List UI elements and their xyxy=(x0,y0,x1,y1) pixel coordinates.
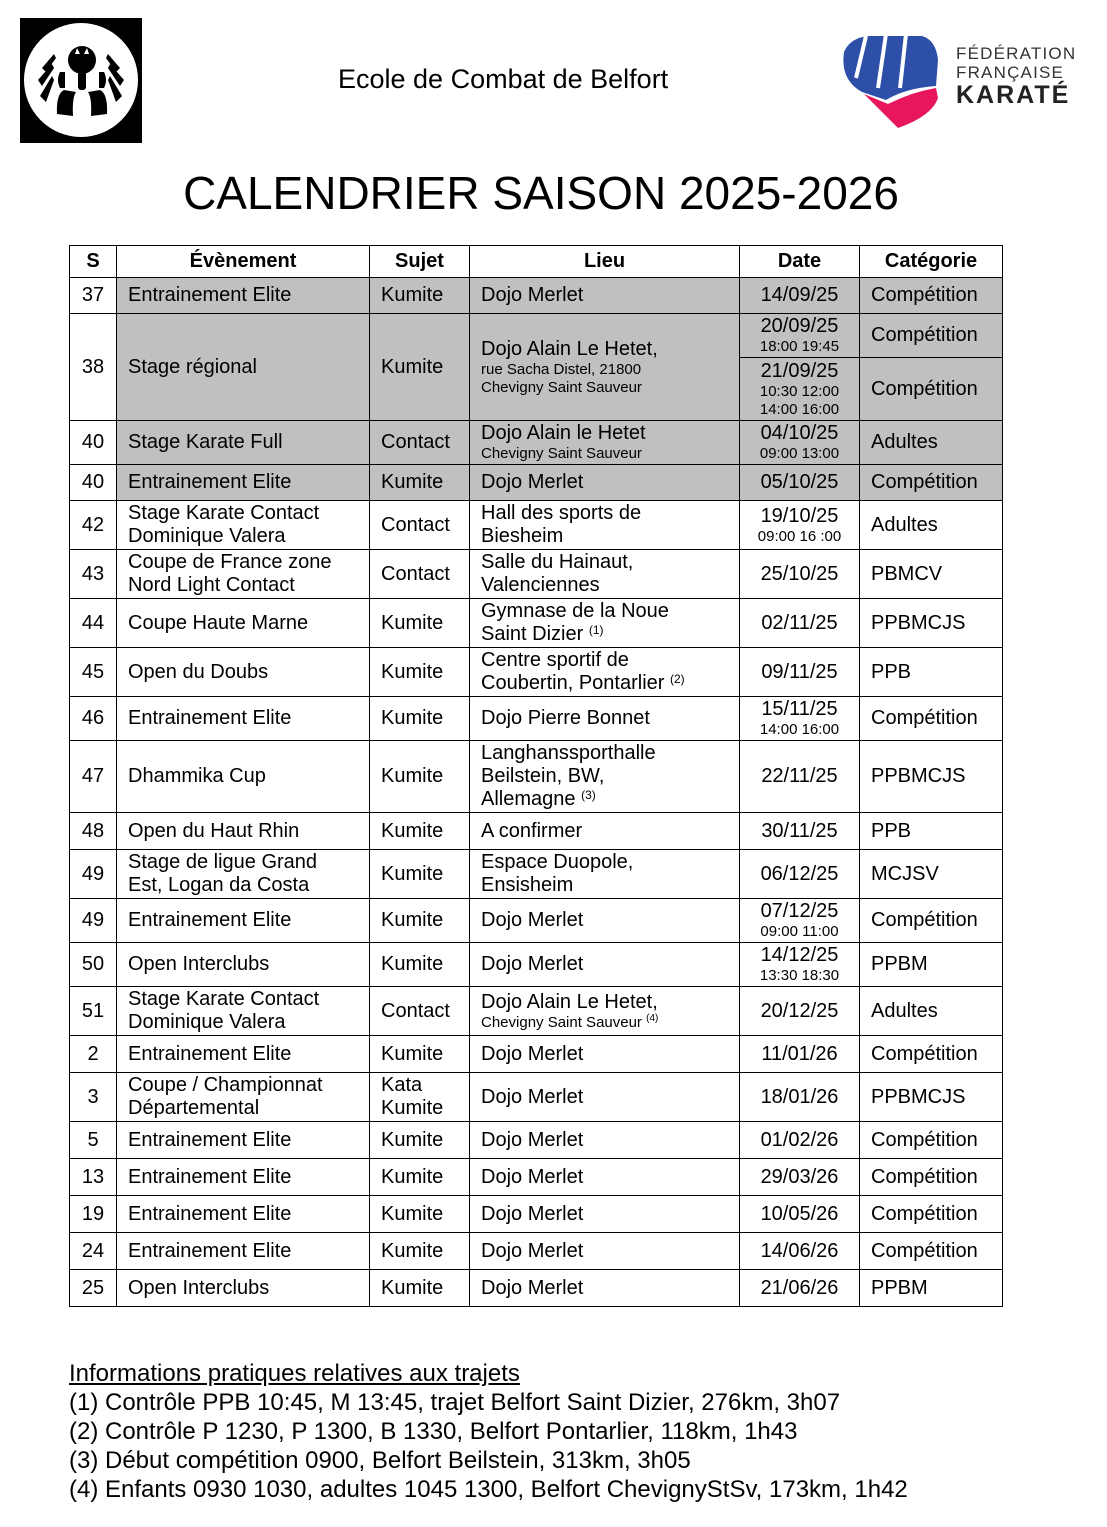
category-cell: PPBMCJS xyxy=(860,1073,1003,1122)
subject-cell: Kumite xyxy=(370,943,470,987)
event-cell: Open du Haut Rhin xyxy=(117,813,370,850)
place-cell: Dojo Merlet xyxy=(470,1233,740,1270)
date-cell: 02/11/25 xyxy=(740,599,860,648)
date-cell: 21/09/25 10:30 12:00 14:00 16:00 xyxy=(740,358,860,421)
category-cell: Compétition xyxy=(860,1036,1003,1073)
week-cell: 46 xyxy=(70,697,117,741)
week-cell: 25 xyxy=(70,1270,117,1307)
place-cell: Dojo Merlet xyxy=(470,1036,740,1073)
club-logo xyxy=(20,18,142,143)
place-cell: Dojo Alain Le Hetet, rue Sacha Distel, 21800 Chevigny Saint Sauveur xyxy=(470,314,740,421)
category-cell: Compétition xyxy=(860,314,1003,358)
subject-cell: Kumite xyxy=(370,599,470,648)
date-cell: 06/12/25 xyxy=(740,850,860,899)
date-cell: 11/01/26 xyxy=(740,1036,860,1073)
week-cell: 13 xyxy=(70,1159,117,1196)
event-cell: Entrainement Elite xyxy=(117,1159,370,1196)
subject-cell: Kumite xyxy=(370,813,470,850)
week-cell: 5 xyxy=(70,1122,117,1159)
subject-cell: Contact xyxy=(370,501,470,550)
date-cell: 14/06/26 xyxy=(740,1233,860,1270)
event-cell: Entrainement Elite xyxy=(117,899,370,943)
date-cell: 09/11/25 xyxy=(740,648,860,697)
subject-cell: Kumite xyxy=(370,1233,470,1270)
event-cell: Entrainement Elite xyxy=(117,1233,370,1270)
table-row xyxy=(70,1196,1003,1233)
subject-cell: Kumite xyxy=(370,741,470,813)
header-category: Catégorie xyxy=(860,246,1003,278)
category-cell: Adultes xyxy=(860,421,1003,465)
week-cell: 49 xyxy=(70,899,117,943)
date-cell: 20/09/25 18:00 19:45 xyxy=(740,314,860,358)
category-cell: PBMCV xyxy=(860,550,1003,599)
place-cell: Dojo Alain Le Hetet, Chevigny Saint Sauveur $^{(4)}$ xyxy=(470,987,740,1036)
table-row xyxy=(70,697,1003,741)
subject-cell: Kumite xyxy=(370,1196,470,1233)
subject-cell: Contact xyxy=(370,421,470,465)
event-cell: Coupe / Championnat Départemental xyxy=(117,1073,370,1122)
subject-cell: Kumite xyxy=(370,1036,470,1073)
date-cell: 14/12/25 13:30 18:30 xyxy=(740,943,860,987)
date-cell: 20/12/25 xyxy=(740,987,860,1036)
subject-cell: Kumite xyxy=(370,314,470,421)
date-cell: 29/03/26 xyxy=(740,1159,860,1196)
place-cell: Dojo Merlet xyxy=(470,278,740,314)
category-cell: PPBM xyxy=(860,943,1003,987)
event-cell: Entrainement Elite xyxy=(117,697,370,741)
week-cell: 48 xyxy=(70,813,117,850)
week-cell: 44 xyxy=(70,599,117,648)
subject-cell: Kumite xyxy=(370,899,470,943)
event-cell: Dhammika Cup xyxy=(117,741,370,813)
date-cell: 07/12/25 09:00 11:00 xyxy=(740,899,860,943)
category-cell: Compétition xyxy=(860,465,1003,501)
category-cell: Adultes xyxy=(860,501,1003,550)
table-row xyxy=(70,1036,1003,1073)
table-row xyxy=(70,741,1003,813)
event-cell: Coupe Haute Marne xyxy=(117,599,370,648)
header-date: Date xyxy=(740,246,860,278)
event-cell: Entrainement Elite xyxy=(117,465,370,501)
week-cell: 49 xyxy=(70,850,117,899)
place-cell: Dojo Merlet xyxy=(470,899,740,943)
karate-fist-icon xyxy=(836,30,946,130)
table-row xyxy=(70,314,1003,358)
table-row xyxy=(70,648,1003,697)
event-cell: Open Interclubs xyxy=(117,943,370,987)
week-cell: 40 xyxy=(70,421,117,465)
subject-cell: Contact xyxy=(370,550,470,599)
federation-logo xyxy=(836,30,1086,130)
event-cell: Entrainement Elite xyxy=(117,1036,370,1073)
date-cell: 15/11/25 14:00 16:00 xyxy=(740,697,860,741)
date-cell: 01/02/26 xyxy=(740,1122,860,1159)
place-cell: Hall des sports de Biesheim xyxy=(470,501,740,550)
date-cell: 14/09/25 xyxy=(740,278,860,314)
header-subject: Sujet xyxy=(370,246,470,278)
date-cell: 25/10/25 xyxy=(740,550,860,599)
table-row xyxy=(70,421,1003,465)
week-cell: 45 xyxy=(70,648,117,697)
week-cell: 19 xyxy=(70,1196,117,1233)
table-row xyxy=(70,1270,1003,1307)
category-cell: Compétition xyxy=(860,1122,1003,1159)
subject-cell: Kumite xyxy=(370,1270,470,1307)
table-row xyxy=(70,599,1003,648)
header-week: S xyxy=(70,246,117,278)
subject-cell: Kumite xyxy=(370,850,470,899)
category-cell: Compétition xyxy=(860,1159,1003,1196)
place-cell: Centre sportif de Coubertin, Pontarlier $^{(2)}$ xyxy=(470,648,740,697)
table-row xyxy=(70,850,1003,899)
place-cell: Dojo Pierre Bonnet xyxy=(470,697,740,741)
club-name: Ecole de Combat de Belfort xyxy=(338,64,669,94)
subject-cell: Kumite xyxy=(370,648,470,697)
footnote-ref: (3) xyxy=(581,788,596,802)
date-cell: 10/05/26 xyxy=(740,1196,860,1233)
category-cell: PPBMCJS xyxy=(860,741,1003,813)
event-cell: Entrainement Elite xyxy=(117,1196,370,1233)
week-cell: 24 xyxy=(70,1233,117,1270)
subject-cell: Kumite xyxy=(370,465,470,501)
footnote-ref: (1) xyxy=(588,623,604,637)
category-cell: PPB xyxy=(860,813,1003,850)
event-cell: Entrainement Elite xyxy=(117,278,370,314)
place-cell: A confirmer xyxy=(470,813,740,850)
event-cell: Stage régional xyxy=(117,314,370,421)
date-cell: 04/10/25 09:00 13:00 xyxy=(740,421,860,465)
place-cell: Espace Duopole, Ensisheim xyxy=(470,850,740,899)
event-cell: Open du Doubs xyxy=(117,648,370,697)
event-cell: Stage de ligue Grand Est, Logan da Costa xyxy=(117,850,370,899)
place-cell: Gymnase de la Noue Saint Dizier $^{(1)}$ xyxy=(470,599,740,648)
week-cell: 50 xyxy=(70,943,117,987)
club-emblem-icon xyxy=(20,18,142,143)
table-row xyxy=(70,987,1003,1036)
note-item: (2) Contrôle P 1230, P 1300, B 1330, Belfort Pontarlier, 118km, 1h43 xyxy=(69,1418,798,1445)
week-cell: 40 xyxy=(70,465,117,501)
place-cell: Dojo Merlet xyxy=(470,1270,740,1307)
week-cell: 47 xyxy=(70,741,117,813)
event-cell: Stage Karate Contact Dominique Valera xyxy=(117,501,370,550)
category-cell: Compétition xyxy=(860,278,1003,314)
week-cell: 43 xyxy=(70,550,117,599)
place-cell: Dojo Merlet xyxy=(470,943,740,987)
category-cell: Compétition xyxy=(860,697,1003,741)
table-row xyxy=(70,813,1003,850)
event-cell: Entrainement Elite xyxy=(117,1122,370,1159)
note-item: (1) Contrôle PPB 10:45, M 13:45, trajet Belfort Saint Dizier, 276km, 3h07 xyxy=(69,1389,841,1416)
event-cell: Coupe de France zone Nord Light Contact xyxy=(117,550,370,599)
note-item: (4) Enfants 0930 1030, adultes 1045 1300, Belfort ChevignyStSv, 173km, 1h42 xyxy=(69,1476,908,1503)
subject-cell: Kumite xyxy=(370,697,470,741)
week-cell: 51 xyxy=(70,987,117,1036)
category-cell: Compétition xyxy=(860,899,1003,943)
place-cell: Dojo Merlet xyxy=(470,465,740,501)
category-cell: MCJSV xyxy=(860,850,1003,899)
category-cell: PPB xyxy=(860,648,1003,697)
event-cell: Stage Karate Full xyxy=(117,421,370,465)
table-row xyxy=(70,550,1003,599)
week-cell: 38 xyxy=(70,314,117,421)
place-cell: Dojo Merlet xyxy=(470,1122,740,1159)
table-row xyxy=(70,278,1003,314)
place-cell: Dojo Merlet xyxy=(470,1073,740,1122)
footnote-ref: (2) xyxy=(670,672,685,686)
date-cell: 18/01/26 xyxy=(740,1073,860,1122)
category-cell: Compétition xyxy=(860,358,1003,421)
place-cell: Dojo Merlet xyxy=(470,1196,740,1233)
event-cell: Open Interclubs xyxy=(117,1270,370,1307)
table-row xyxy=(70,1159,1003,1196)
place-cell: Langhanssporthalle Beilstein, BW, Allemagne $^{(3)}$ xyxy=(470,741,740,813)
category-cell: Compétition xyxy=(860,1196,1003,1233)
category-cell: Compétition xyxy=(860,1233,1003,1270)
header-place: Lieu xyxy=(470,246,740,278)
table-row xyxy=(70,465,1003,501)
subject-cell: Contact xyxy=(370,987,470,1036)
travel-notes xyxy=(69,1359,908,1504)
subject-cell: Kumite xyxy=(370,1159,470,1196)
note-item: (3) Début compétition 0900, Belfort Beilstein, 313km, 3h05 xyxy=(69,1447,691,1474)
page-title: CALENDRIER SAISON 2025-2026 xyxy=(183,167,899,219)
notes-heading: Informations pratiques relatives aux trajets xyxy=(69,1360,520,1387)
footnote-ref: (4) xyxy=(646,1012,659,1024)
table-row xyxy=(70,1122,1003,1159)
week-cell: 42 xyxy=(70,501,117,550)
subject-cell: Kata Kumite xyxy=(370,1073,470,1122)
subject-cell: Kumite xyxy=(370,278,470,314)
table-row xyxy=(70,899,1003,943)
table-row xyxy=(70,943,1003,987)
date-cell: 21/06/26 xyxy=(740,1270,860,1307)
date-cell: 22/11/25 xyxy=(740,741,860,813)
date-cell: 30/11/25 xyxy=(740,813,860,850)
place-cell: Salle du Hainaut, Valenciennes xyxy=(470,550,740,599)
table-row xyxy=(70,501,1003,550)
date-cell: 05/10/25 xyxy=(740,465,860,501)
week-cell: 3 xyxy=(70,1073,117,1122)
subject-cell: Kumite xyxy=(370,1122,470,1159)
week-cell: 2 xyxy=(70,1036,117,1073)
event-cell: Stage Karate Contact Dominique Valera xyxy=(117,987,370,1036)
place-cell: Dojo Merlet xyxy=(470,1159,740,1196)
category-cell: Adultes xyxy=(860,987,1003,1036)
category-cell: PPBMCJS xyxy=(860,599,1003,648)
week-cell: 37 xyxy=(70,278,117,314)
table-header-row xyxy=(70,246,1003,278)
federation-name: FÉDÉRATION FRANÇAISE KARATÉ xyxy=(956,44,1077,109)
calendar-table xyxy=(69,245,1003,1307)
header-event: Évènement xyxy=(117,246,370,278)
date-cell: 19/10/25 09:00 16 :00 xyxy=(740,501,860,550)
table-row xyxy=(70,1233,1003,1270)
place-cell: Dojo Alain le Hetet Chevigny Saint Sauveur xyxy=(470,421,740,465)
category-cell: PPBM xyxy=(860,1270,1003,1307)
table-row xyxy=(70,1073,1003,1122)
